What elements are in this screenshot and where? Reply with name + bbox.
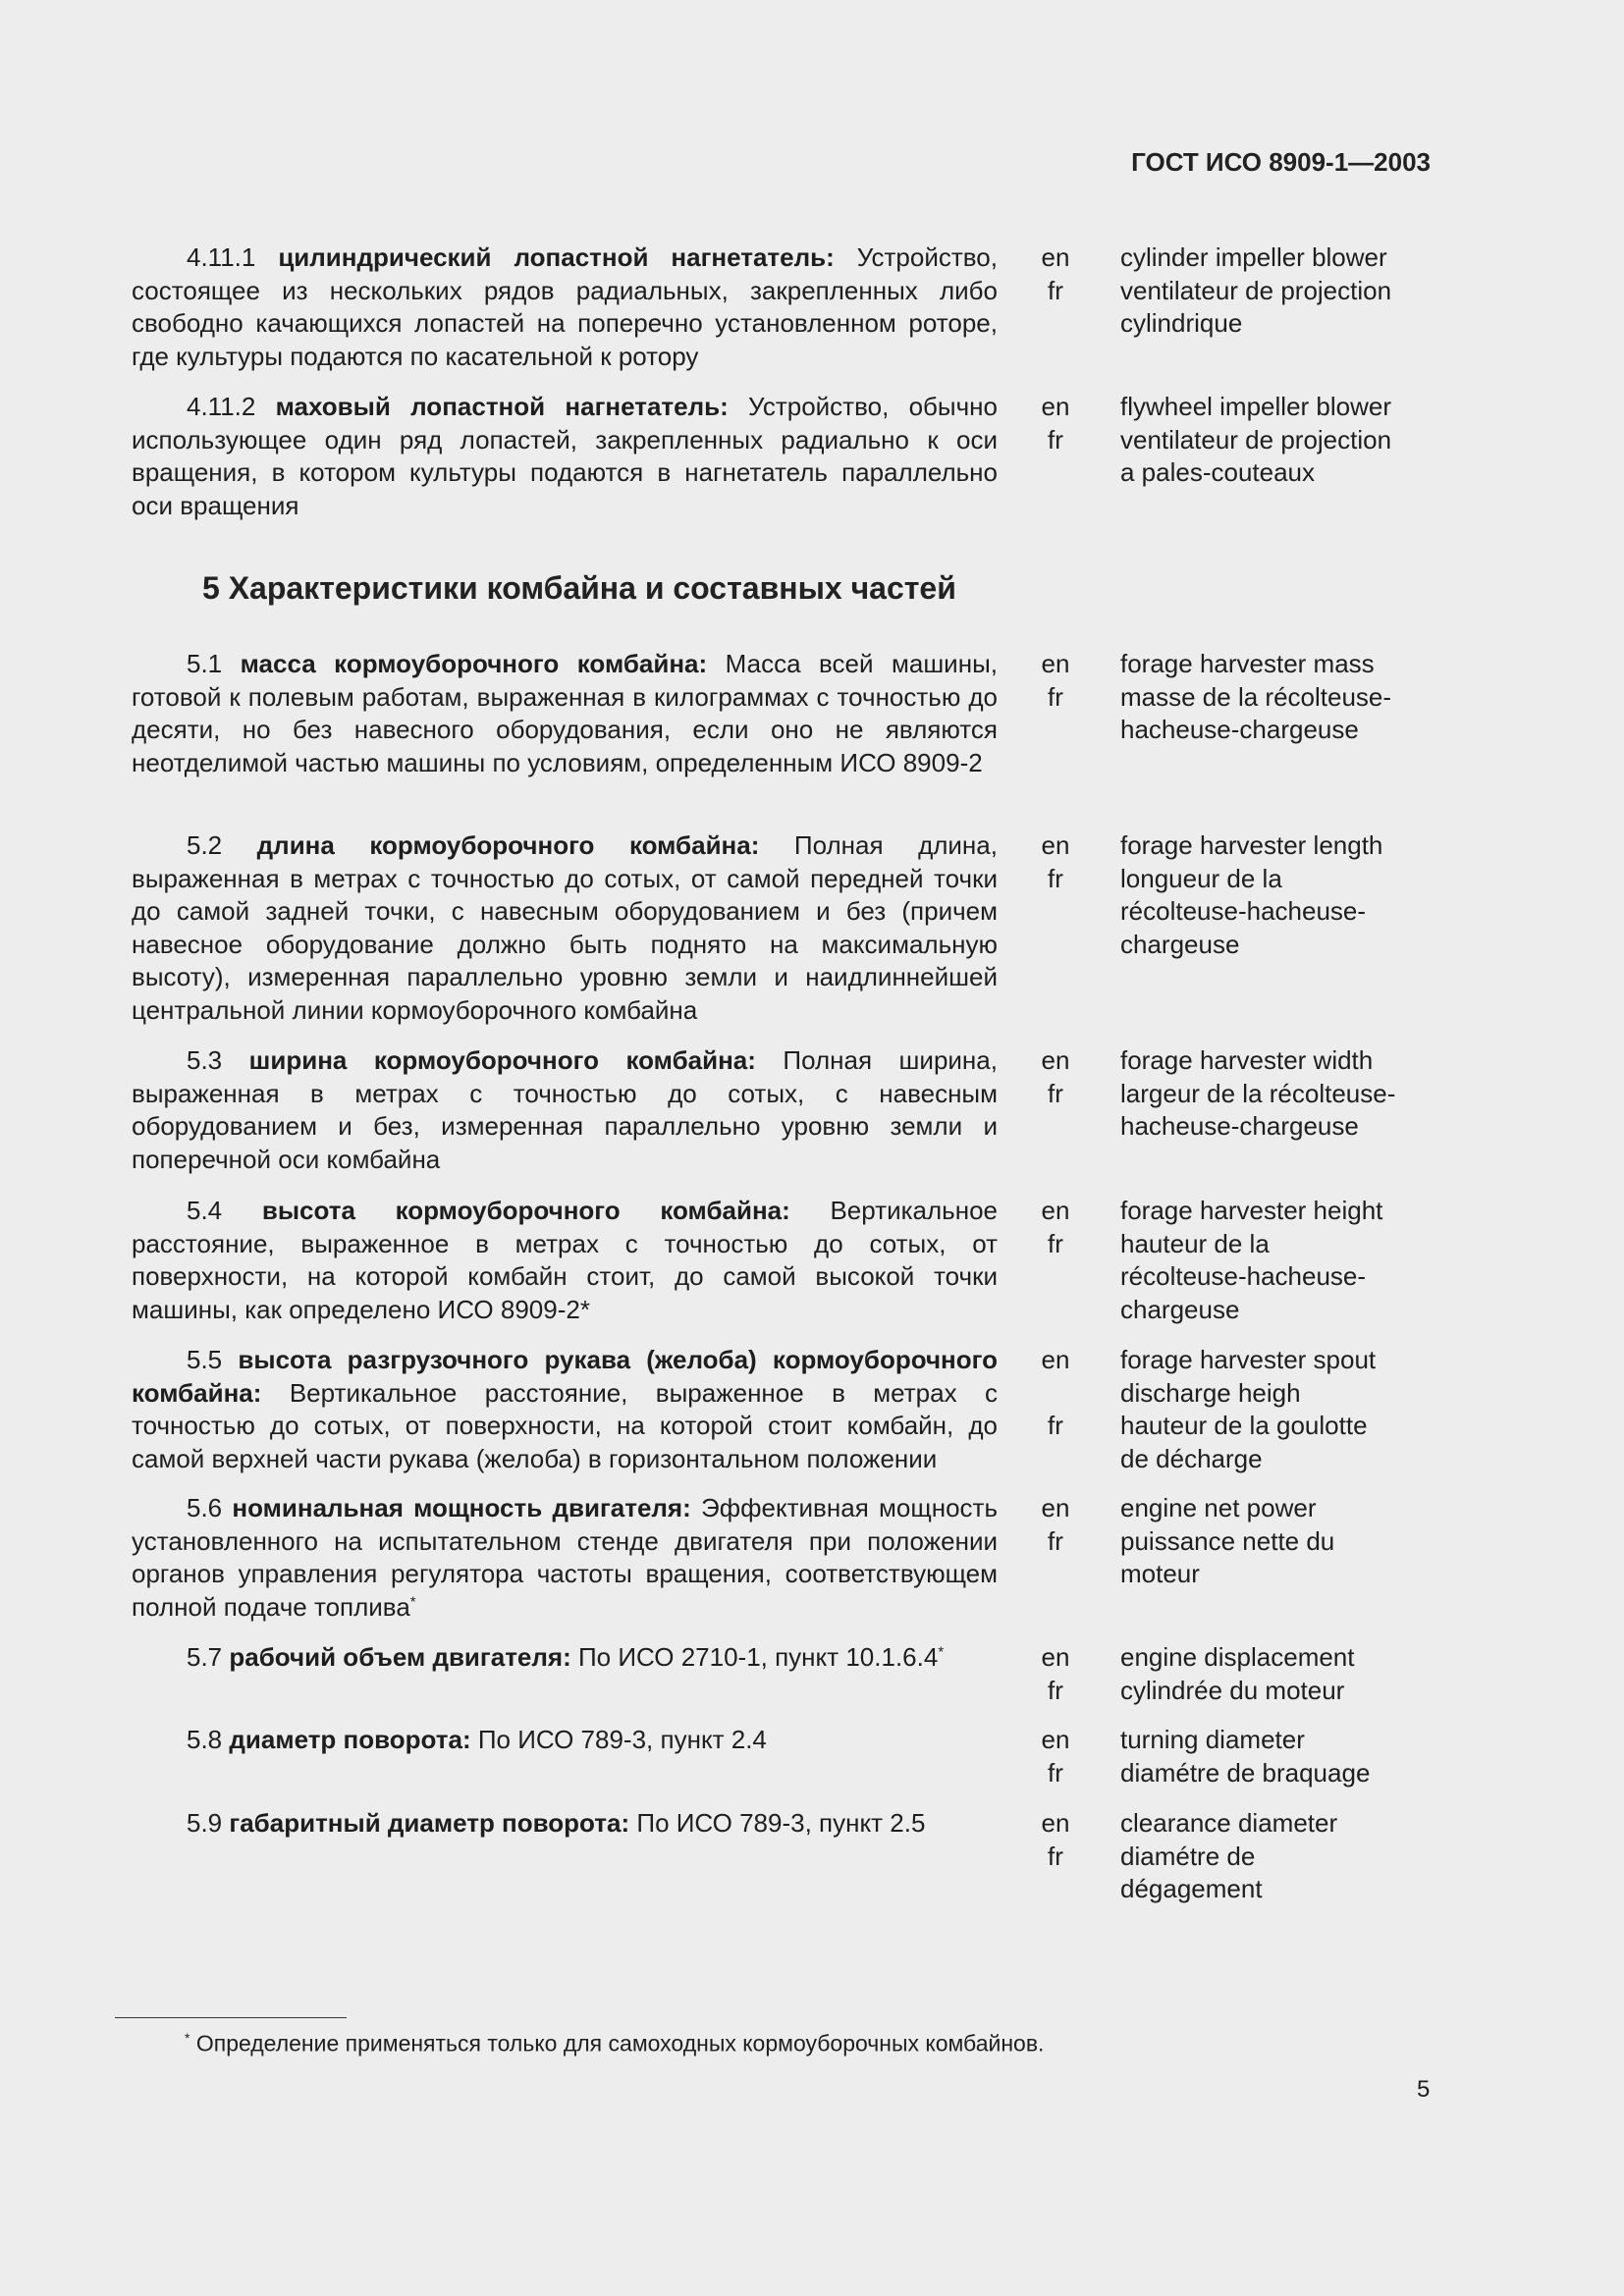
lang-en: en	[1041, 1493, 1070, 1522]
footnote-mark: *	[185, 2030, 190, 2046]
term-name: диаметр поворота:	[229, 1725, 471, 1754]
lang-fr: fr	[1048, 1675, 1063, 1705]
lang-en: en	[1041, 649, 1070, 678]
term-en: forage harvester length	[1120, 830, 1383, 860]
term-definition-text: Эффективная мощность установленного на испытательном стенде двигателя при положении органов управления регулятора частоты вращения, соответствующем полной подаче топлива	[132, 1493, 999, 1622]
language-codes	[1041, 829, 1070, 895]
term-definition-text: Полная ширина, выраженная в метрах с точностью до сотых, с навесным оборудованием и без, измеренная параллельно уровню земли и поперечной оси комбайна	[132, 1045, 998, 1174]
term-fr: diamétre de	[1120, 1841, 1256, 1871]
lang-fr: fr	[1048, 681, 1063, 712]
term-number: 5.4	[187, 1196, 223, 1225]
language-codes	[1041, 1492, 1070, 1558]
term-fr: ventilateur de projection	[1120, 275, 1392, 305]
term-number: 5.9	[187, 1808, 223, 1838]
lang-fr: fr	[1048, 424, 1063, 454]
term-fr: hacheuse-chargeuse	[1120, 715, 1359, 744]
term-number: 5.2	[187, 830, 223, 860]
equivalent-terms	[1120, 1195, 1444, 1326]
term-name: маховый лопастной нагнетатель:	[275, 392, 729, 421]
term-fr: récolteuse-hacheuse-	[1120, 896, 1367, 926]
term-number: 5.6	[187, 1493, 223, 1522]
term-name: габаритный диаметр поворота:	[229, 1808, 630, 1838]
term-definition-ru	[132, 648, 998, 779]
term-definition-ru	[132, 829, 998, 1027]
term-fr: diamétre de braquage	[1120, 1757, 1371, 1788]
lang-en: en	[1041, 1045, 1070, 1075]
term-definition-text: Вертикальное расстояние, выраженное в метрах с точностью до сотых, от поверхности, на которой комбайн стоит, до самой высокой точки машины, как определено ИСО 8909-2*	[132, 1196, 998, 1324]
term-fr: hauteur de la goulotte	[1120, 1411, 1368, 1440]
lang-en: en	[1041, 1642, 1070, 1672]
term-number: 5.1	[187, 649, 223, 678]
term-definition-ru	[132, 241, 998, 373]
term-definition-ru	[132, 1807, 998, 1841]
equivalent-terms	[1120, 241, 1444, 341]
equivalent-terms	[1120, 391, 1444, 490]
term-name: масса кормоуборочного комбайна:	[240, 649, 708, 678]
term-en: forage harvester height	[1120, 1196, 1383, 1225]
term-fr: masse de la récolteuse-	[1120, 681, 1392, 712]
language-codes	[1041, 391, 1070, 456]
lang-fr: fr	[1048, 1411, 1063, 1440]
lang-en: en	[1041, 830, 1070, 860]
term-name: цилиндрический лопастной нагнетатель:	[278, 242, 835, 272]
term-definition-text: Устройство, состоящее из нескольких рядов радиальных, закрепленных либо свободно качающихся лопастей на поперечно установленном роторе, где культуры подаются по касательной к ротору	[132, 242, 998, 371]
term-number: 5.5	[187, 1345, 223, 1374]
term-number: 4.11.2	[187, 392, 256, 421]
language-codes	[1041, 1641, 1070, 1707]
page-number: 5	[1417, 2076, 1431, 2103]
language-codes	[1041, 648, 1070, 714]
term-en: flywheel impeller blower	[1120, 392, 1391, 421]
footnote	[185, 2030, 1044, 2057]
equivalent-terms	[1120, 1044, 1444, 1144]
term-name: ширина кормоуборочного комбайна:	[248, 1045, 756, 1075]
lang-fr: fr	[1048, 1841, 1063, 1871]
language-codes	[1041, 1807, 1070, 1873]
term-fr: récolteuse-hacheuse-	[1120, 1261, 1367, 1291]
term-definition-text: Вертикальное расстояние, выраженное в метрах с точностью до сотых, от поверхности, на которой стоит комбайн, до самой верхней части рукава (желоба) в горизонтальном положении	[132, 1377, 998, 1473]
term-en: cylinder impeller blower	[1120, 242, 1387, 272]
equivalent-terms	[1120, 648, 1444, 747]
term-en: discharge heigh	[1120, 1377, 1301, 1408]
term-name: длина кормоуборочного комбайна:	[256, 830, 760, 860]
term-fr: hauteur de la	[1120, 1228, 1270, 1258]
term-definition-ru	[132, 1492, 998, 1624]
lang-fr: fr	[1048, 1228, 1063, 1258]
term-fr: chargeuse	[1120, 929, 1240, 959]
term-fr: largeur de la récolteuse-	[1120, 1078, 1396, 1108]
lang-fr: fr	[1048, 275, 1063, 305]
term-definition-ru	[132, 391, 998, 522]
language-codes	[1041, 1195, 1070, 1260]
term-fr: ventilateur de projection	[1120, 424, 1392, 454]
term-fr: cylindrée du moteur	[1120, 1675, 1345, 1705]
term-number: 5.8	[187, 1725, 223, 1754]
footnote-ref: *	[938, 1643, 945, 1661]
term-name: высота кормоуборочного комбайна:	[261, 1196, 790, 1225]
equivalent-terms	[1120, 1641, 1444, 1707]
term-fr: cylindrique	[1120, 308, 1243, 338]
equivalent-terms	[1120, 1344, 1444, 1475]
lang-en: en	[1041, 1345, 1070, 1374]
lang-fr: fr	[1048, 863, 1063, 893]
term-fr: moteur	[1120, 1559, 1200, 1588]
lang-fr: fr	[1048, 1757, 1063, 1788]
term-fr: a pales-couteaux	[1120, 457, 1316, 487]
language-codes	[1041, 1344, 1070, 1443]
term-number: 4.11.1	[187, 242, 256, 272]
equivalent-terms	[1120, 1492, 1444, 1591]
lang-en: en	[1041, 242, 1070, 272]
term-fr: longueur de la	[1120, 863, 1282, 893]
term-definition-text: По ИСО 789-3, пункт 2.5	[636, 1808, 926, 1838]
term-name: высота разгрузочного рукава (желоба) кормоуборочного комбайна:	[132, 1345, 998, 1408]
term-fr: dégagement	[1120, 1874, 1263, 1903]
lang-en: en	[1041, 1725, 1070, 1754]
language-codes	[1041, 241, 1070, 307]
term-en: turning diameter	[1120, 1725, 1305, 1754]
term-name: номинальная мощность двигателя:	[232, 1493, 691, 1522]
footnote-ref: *	[409, 1592, 416, 1610]
term-en: engine displacement	[1120, 1642, 1355, 1672]
term-en: forage harvester mass	[1120, 649, 1375, 678]
term-en: forage harvester width	[1120, 1045, 1374, 1075]
term-definition-text: Масса всей машины, готовой к полевым работам, выраженная в килограммах с точностью до десяти, но без навесного оборудования, если оно не являются неотделимой частью машины по условиям, определенным ИСО 8909-2	[132, 649, 998, 777]
term-fr: chargeuse	[1120, 1294, 1240, 1324]
language-codes	[1041, 1724, 1070, 1789]
term-definition-text: Полная длина, выраженная в метрах с точностью до сотых, от самой передней точки до самой задней точки, с навесным оборудованием и без (причем навесное оборудование должно быть поднято на максимальную высоту), измеренная параллельно уровню земли и наидлиннейшей центральной линии кормоуборочного комбайна	[132, 830, 998, 1025]
term-fr: hacheuse-chargeuse	[1120, 1111, 1359, 1141]
lang-en: en	[1041, 1196, 1070, 1225]
language-codes	[1041, 1044, 1070, 1110]
term-number: 5.7	[187, 1642, 223, 1672]
equivalent-terms	[1120, 1807, 1444, 1906]
lang-en: en	[1041, 392, 1070, 421]
section-heading: 5 Характеристики комбайна и составных частей	[202, 570, 956, 606]
lang-fr: fr	[1048, 1525, 1063, 1556]
term-definition-ru	[132, 1641, 998, 1675]
term-definition-text: Устройство, обычно использующее один ряд лопастей, закрепленных радиально к оси вращения, в котором культуры подаются в нагнетатель параллельно оси вращения	[132, 392, 998, 520]
term-en: engine net power	[1120, 1493, 1317, 1522]
term-name: рабочий объем двигателя:	[229, 1642, 571, 1672]
term-definition-ru	[132, 1044, 998, 1176]
footnote-divider	[115, 2017, 347, 2018]
term-fr: de décharge	[1120, 1443, 1263, 1473]
term-en: clearance diameter	[1120, 1808, 1338, 1838]
footnote-text: Определение применяться только для самоходных кормоуборочных комбайнов.	[195, 2030, 1045, 2056]
term-definition-ru	[132, 1344, 998, 1475]
document-header: ГОСТ ИСО 8909-1—2003	[1131, 147, 1431, 177]
term-definition-text: По ИСО 2710-1, пункт 10.1.6.4	[577, 1642, 939, 1672]
lang-fr: fr	[1048, 1078, 1063, 1108]
term-definition-text: По ИСО 789-3, пункт 2.4	[477, 1725, 767, 1754]
term-en: forage harvester spout	[1120, 1345, 1377, 1374]
term-fr: puissance nette du	[1120, 1525, 1335, 1556]
equivalent-terms	[1120, 1724, 1444, 1789]
term-definition-ru	[132, 1724, 998, 1757]
equivalent-terms	[1120, 829, 1444, 961]
term-number: 5.3	[187, 1045, 223, 1075]
term-definition-ru	[132, 1195, 998, 1326]
lang-en: en	[1041, 1808, 1070, 1838]
